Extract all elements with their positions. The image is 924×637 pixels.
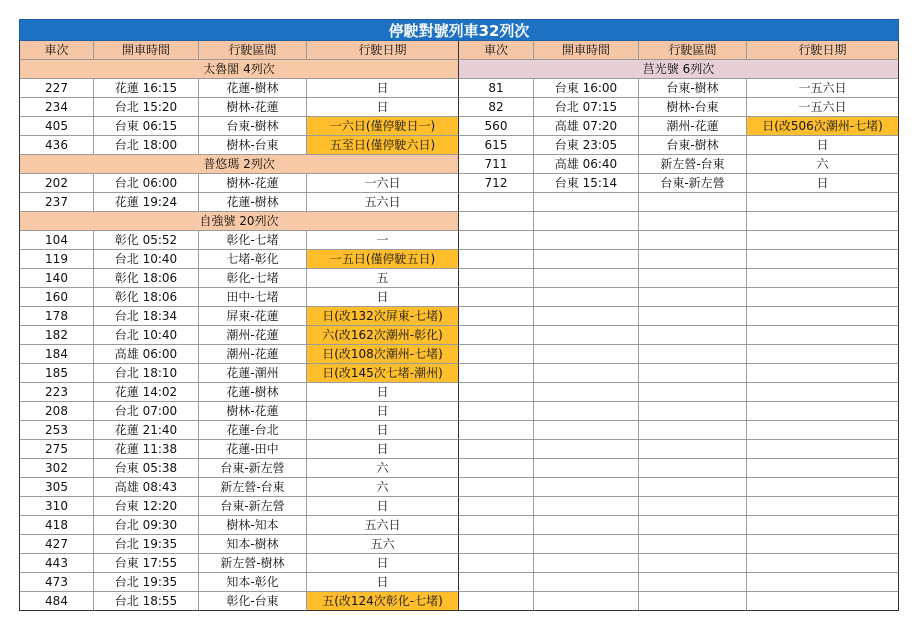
table-row [19,193,459,212]
column-header: 行駛區間 [639,41,747,60]
route-cell [639,288,747,307]
train-number-cell [459,497,534,516]
header-row [19,41,459,60]
route-cell: 樹林-花蓮 [199,174,307,193]
route-cell: 樹林-花蓮 [199,402,307,421]
table-row [459,269,899,288]
departure-time-cell: 台北 07:00 [94,402,199,421]
train-number-cell: 253 [19,421,94,440]
train-number-cell [459,573,534,592]
table-row [19,117,459,136]
departure-time-cell: 高雄 07:20 [534,117,639,136]
departure-time-cell: 高雄 08:43 [94,478,199,497]
route-cell [639,250,747,269]
departure-time-cell: 台東 15:14 [534,174,639,193]
service-days-cell: 日 [307,402,459,421]
service-days-cell [747,554,899,573]
table-row [459,288,899,307]
table-row [459,231,899,250]
departure-time-cell: 台北 18:10 [94,364,199,383]
departure-time-cell [534,250,639,269]
departure-time-cell [534,421,639,440]
service-days-cell: 日 [307,383,459,402]
service-days-cell [747,573,899,592]
train-number-cell: 302 [19,459,94,478]
table-row [459,155,899,174]
train-number-cell [459,516,534,535]
departure-time-cell: 花蓮 16:15 [94,79,199,98]
route-cell: 樹林-知本 [199,516,307,535]
route-cell: 彰化-台東 [199,592,307,611]
departure-time-cell: 台北 19:35 [94,535,199,554]
route-cell [639,231,747,250]
table-row [19,79,459,98]
table-row [459,421,899,440]
table-row [459,573,899,592]
route-cell: 彰化-七堵 [199,269,307,288]
table-row [459,516,899,535]
service-days-cell [747,193,899,212]
route-cell [639,497,747,516]
group-title: 莒光號 6列次 [459,60,899,79]
table-row [459,136,899,155]
route-cell: 潮州-花蓮 [199,345,307,364]
service-days-cell: 日 [307,440,459,459]
route-cell: 彰化-七堵 [199,231,307,250]
departure-time-cell [534,288,639,307]
table-row [459,478,899,497]
train-number-cell: 81 [459,79,534,98]
table-row [19,345,459,364]
route-cell: 樹林-花蓮 [199,98,307,117]
train-number-cell: 305 [19,478,94,497]
table-row [19,98,459,117]
table-row [459,383,899,402]
train-number-cell: 310 [19,497,94,516]
route-cell: 田中-七堵 [199,288,307,307]
table-row [19,307,459,326]
train-number-cell: 202 [19,174,94,193]
table-row [19,440,459,459]
route-cell: 花蓮-樹林 [199,383,307,402]
table-row [459,554,899,573]
departure-time-cell: 台東 23:05 [534,136,639,155]
departure-time-cell: 花蓮 19:24 [94,193,199,212]
departure-time-cell [534,402,639,421]
table-row [19,250,459,269]
train-number-cell: 208 [19,402,94,421]
table-row [19,421,459,440]
departure-time-cell: 高雄 06:00 [94,345,199,364]
train-number-cell: 443 [19,554,94,573]
service-days-cell [747,250,899,269]
departure-time-cell [534,592,639,611]
train-number-cell: 82 [459,98,534,117]
departure-time-cell [534,573,639,592]
service-days-cell: 日 [747,174,899,193]
service-days-cell [747,459,899,478]
column-header: 開車時間 [534,41,639,60]
table-row [459,440,899,459]
service-days-cell [747,269,899,288]
group-title: 太魯閣 4列次 [19,60,459,79]
service-days-cell [747,364,899,383]
table-row [19,136,459,155]
train-number-cell: 119 [19,250,94,269]
table-columns [19,41,899,611]
table-row [19,535,459,554]
train-number-cell: 104 [19,231,94,250]
table-row [19,383,459,402]
departure-time-cell [534,497,639,516]
departure-time-cell: 台北 06:00 [94,174,199,193]
train-number-cell [459,326,534,345]
departure-time-cell: 台東 06:15 [94,117,199,136]
service-days-cell: 日(改132次屏東-七堵) [307,307,459,326]
table-row [19,554,459,573]
departure-time-cell: 台北 18:34 [94,307,199,326]
table-row [459,79,899,98]
route-cell: 潮州-花蓮 [199,326,307,345]
train-number-cell: 427 [19,535,94,554]
departure-time-cell [534,535,639,554]
train-number-cell: 237 [19,193,94,212]
route-cell: 台東-新左營 [199,497,307,516]
column-header: 行駛日期 [307,41,459,60]
service-days-cell: 日(改506次潮州-七堵) [747,117,899,136]
train-number-cell: 184 [19,345,94,364]
departure-time-cell: 台北 18:55 [94,592,199,611]
route-cell [639,383,747,402]
departure-time-cell: 台北 10:40 [94,326,199,345]
route-cell [639,345,747,364]
service-days-cell: 一五六日 [747,79,899,98]
table-row [19,364,459,383]
service-days-cell [747,307,899,326]
route-cell: 樹林-台東 [199,136,307,155]
train-number-cell: 223 [19,383,94,402]
table-row [19,269,459,288]
table-row [19,573,459,592]
service-days-cell: 六 [747,155,899,174]
route-cell: 屏東-花蓮 [199,307,307,326]
route-cell [639,307,747,326]
table-row [19,326,459,345]
train-number-cell: 473 [19,573,94,592]
route-cell: 花蓮-樹林 [199,79,307,98]
route-cell: 花蓮-田中 [199,440,307,459]
service-days-cell [747,212,899,231]
departure-time-cell: 花蓮 21:40 [94,421,199,440]
left-table [19,41,459,611]
route-cell: 台東-新左營 [199,459,307,478]
train-number-cell: 560 [459,117,534,136]
route-cell [639,402,747,421]
train-number-cell [459,383,534,402]
departure-time-cell: 台北 19:35 [94,573,199,592]
departure-time-cell [534,554,639,573]
service-days-cell: 日 [307,554,459,573]
train-number-cell: 160 [19,288,94,307]
train-number-cell [459,212,534,231]
train-number-cell: 185 [19,364,94,383]
route-cell [639,516,747,535]
schedule-sheet [19,19,899,611]
train-number-cell [459,269,534,288]
service-days-cell: 日 [747,136,899,155]
service-days-cell: 一五日(僅停駛五日) [307,250,459,269]
route-cell: 潮州-花蓮 [639,117,747,136]
service-days-cell: 五六日 [307,193,459,212]
service-days-cell [747,288,899,307]
right-table [459,41,899,611]
table-row [459,117,899,136]
train-number-cell: 615 [459,136,534,155]
train-number-cell [459,307,534,326]
departure-time-cell [534,231,639,250]
group-header-row [19,60,459,79]
train-number-cell [459,345,534,364]
service-days-cell: 六(改162次潮州-彰化) [307,326,459,345]
route-cell: 台東-樹林 [639,136,747,155]
column-header: 車次 [459,41,534,60]
route-cell: 台東-樹林 [639,79,747,98]
departure-time-cell: 台北 09:30 [94,516,199,535]
route-cell: 知本-彰化 [199,573,307,592]
group-header-row [19,212,459,231]
train-number-cell [459,440,534,459]
table-row [459,98,899,117]
table-row [459,402,899,421]
route-cell [639,573,747,592]
service-days-cell: 日(改145次七堵-潮州) [307,364,459,383]
service-days-cell: 一 [307,231,459,250]
route-cell: 新左營-台東 [199,478,307,497]
departure-time-cell [534,345,639,364]
column-header: 行駛日期 [747,41,899,60]
train-number-cell [459,535,534,554]
service-days-cell: 六 [307,478,459,497]
service-days-cell [747,402,899,421]
train-number-cell [459,288,534,307]
service-days-cell [747,345,899,364]
table-row [459,250,899,269]
train-number-cell: 227 [19,79,94,98]
route-cell: 新左營-台東 [639,155,747,174]
table-row [459,193,899,212]
departure-time-cell: 台北 15:20 [94,98,199,117]
route-cell [639,459,747,478]
train-number-cell: 712 [459,174,534,193]
column-header: 行駛區間 [199,41,307,60]
header-row [459,41,899,60]
table-row [19,174,459,193]
service-days-cell: 六 [307,459,459,478]
table-row [19,288,459,307]
route-cell: 知本-樹林 [199,535,307,554]
table-row [459,345,899,364]
service-days-cell: 日 [307,497,459,516]
service-days-cell: 五(改124次彰化-七堵) [307,592,459,611]
train-number-cell: 234 [19,98,94,117]
departure-time-cell: 台北 18:00 [94,136,199,155]
departure-time-cell: 台北 10:40 [94,250,199,269]
train-number-cell [459,459,534,478]
train-number-cell [459,250,534,269]
column-header: 車次 [19,41,94,60]
departure-time-cell [534,307,639,326]
table-row [459,174,899,193]
train-number-cell [459,478,534,497]
group-title: 自強號 20列次 [19,212,459,231]
route-cell [639,592,747,611]
route-cell: 台東-新左營 [639,174,747,193]
column-header: 開車時間 [94,41,199,60]
route-cell [639,478,747,497]
service-days-cell: 日 [307,98,459,117]
route-cell [639,440,747,459]
train-number-cell [459,402,534,421]
departure-time-cell: 台東 05:38 [94,459,199,478]
departure-time-cell [534,383,639,402]
route-cell: 樹林-台東 [639,98,747,117]
route-cell [639,269,747,288]
route-cell [639,364,747,383]
departure-time-cell [534,478,639,497]
route-cell: 花蓮-潮州 [199,364,307,383]
service-days-cell: 五六日 [307,516,459,535]
service-days-cell [747,383,899,402]
service-days-cell: 一六日(僅停駛日一) [307,117,459,136]
group-title: 普悠瑪 2列次 [19,155,459,174]
service-days-cell: 日(改108次潮州-七堵) [307,345,459,364]
table-row [459,459,899,478]
table-row [19,516,459,535]
train-number-cell [459,364,534,383]
route-cell [639,535,747,554]
table-row [19,497,459,516]
train-number-cell: 484 [19,592,94,611]
service-days-cell [747,421,899,440]
train-number-cell [459,592,534,611]
service-days-cell: 一六日 [307,174,459,193]
route-cell: 台東-樹林 [199,117,307,136]
service-days-cell: 日 [307,421,459,440]
train-number-cell [459,193,534,212]
service-days-cell: 日 [307,79,459,98]
table-row [19,402,459,421]
service-days-cell [747,478,899,497]
train-number-cell: 275 [19,440,94,459]
train-number-cell: 711 [459,155,534,174]
route-cell [639,193,747,212]
service-days-cell: 日 [307,288,459,307]
table-row [19,592,459,611]
service-days-cell: 一五六日 [747,98,899,117]
departure-time-cell: 台東 16:00 [534,79,639,98]
sheet-title: 停駛對號列車32列次 [19,19,899,41]
service-days-cell [747,440,899,459]
train-number-cell [459,231,534,250]
table-row [19,478,459,497]
table-row [459,307,899,326]
route-cell [639,212,747,231]
group-header-row [459,60,899,79]
departure-time-cell [534,193,639,212]
table-row [459,326,899,345]
departure-time-cell: 彰化 05:52 [94,231,199,250]
service-days-cell [747,592,899,611]
service-days-cell [747,326,899,345]
departure-time-cell [534,459,639,478]
service-days-cell: 五六 [307,535,459,554]
departure-time-cell [534,440,639,459]
train-number-cell [459,554,534,573]
departure-time-cell: 彰化 18:06 [94,288,199,307]
train-number-cell [459,421,534,440]
group-header-row [19,155,459,174]
route-cell [639,554,747,573]
train-number-cell: 418 [19,516,94,535]
table-row [459,535,899,554]
departure-time-cell: 台東 12:20 [94,497,199,516]
departure-time-cell: 彰化 18:06 [94,269,199,288]
table-row [459,212,899,231]
table-row [19,459,459,478]
service-days-cell [747,497,899,516]
departure-time-cell: 台東 17:55 [94,554,199,573]
train-number-cell: 405 [19,117,94,136]
departure-time-cell [534,269,639,288]
route-cell: 花蓮-樹林 [199,193,307,212]
departure-time-cell: 台北 07:15 [534,98,639,117]
service-days-cell [747,535,899,554]
train-number-cell: 140 [19,269,94,288]
service-days-cell [747,516,899,535]
service-days-cell: 五至日(僅停駛六日) [307,136,459,155]
departure-time-cell: 花蓮 11:38 [94,440,199,459]
table-row [459,497,899,516]
route-cell [639,326,747,345]
route-cell: 新左營-樹林 [199,554,307,573]
departure-time-cell [534,364,639,383]
route-cell: 花蓮-台北 [199,421,307,440]
departure-time-cell: 高雄 06:40 [534,155,639,174]
train-number-cell: 182 [19,326,94,345]
service-days-cell [747,231,899,250]
table-row [19,231,459,250]
train-number-cell: 178 [19,307,94,326]
departure-time-cell [534,516,639,535]
departure-time-cell: 花蓮 14:02 [94,383,199,402]
service-days-cell: 五 [307,269,459,288]
train-number-cell: 436 [19,136,94,155]
route-cell [639,421,747,440]
departure-time-cell [534,212,639,231]
table-row [459,364,899,383]
departure-time-cell [534,326,639,345]
route-cell: 七堵-彰化 [199,250,307,269]
table-row [459,592,899,611]
service-days-cell: 日 [307,573,459,592]
